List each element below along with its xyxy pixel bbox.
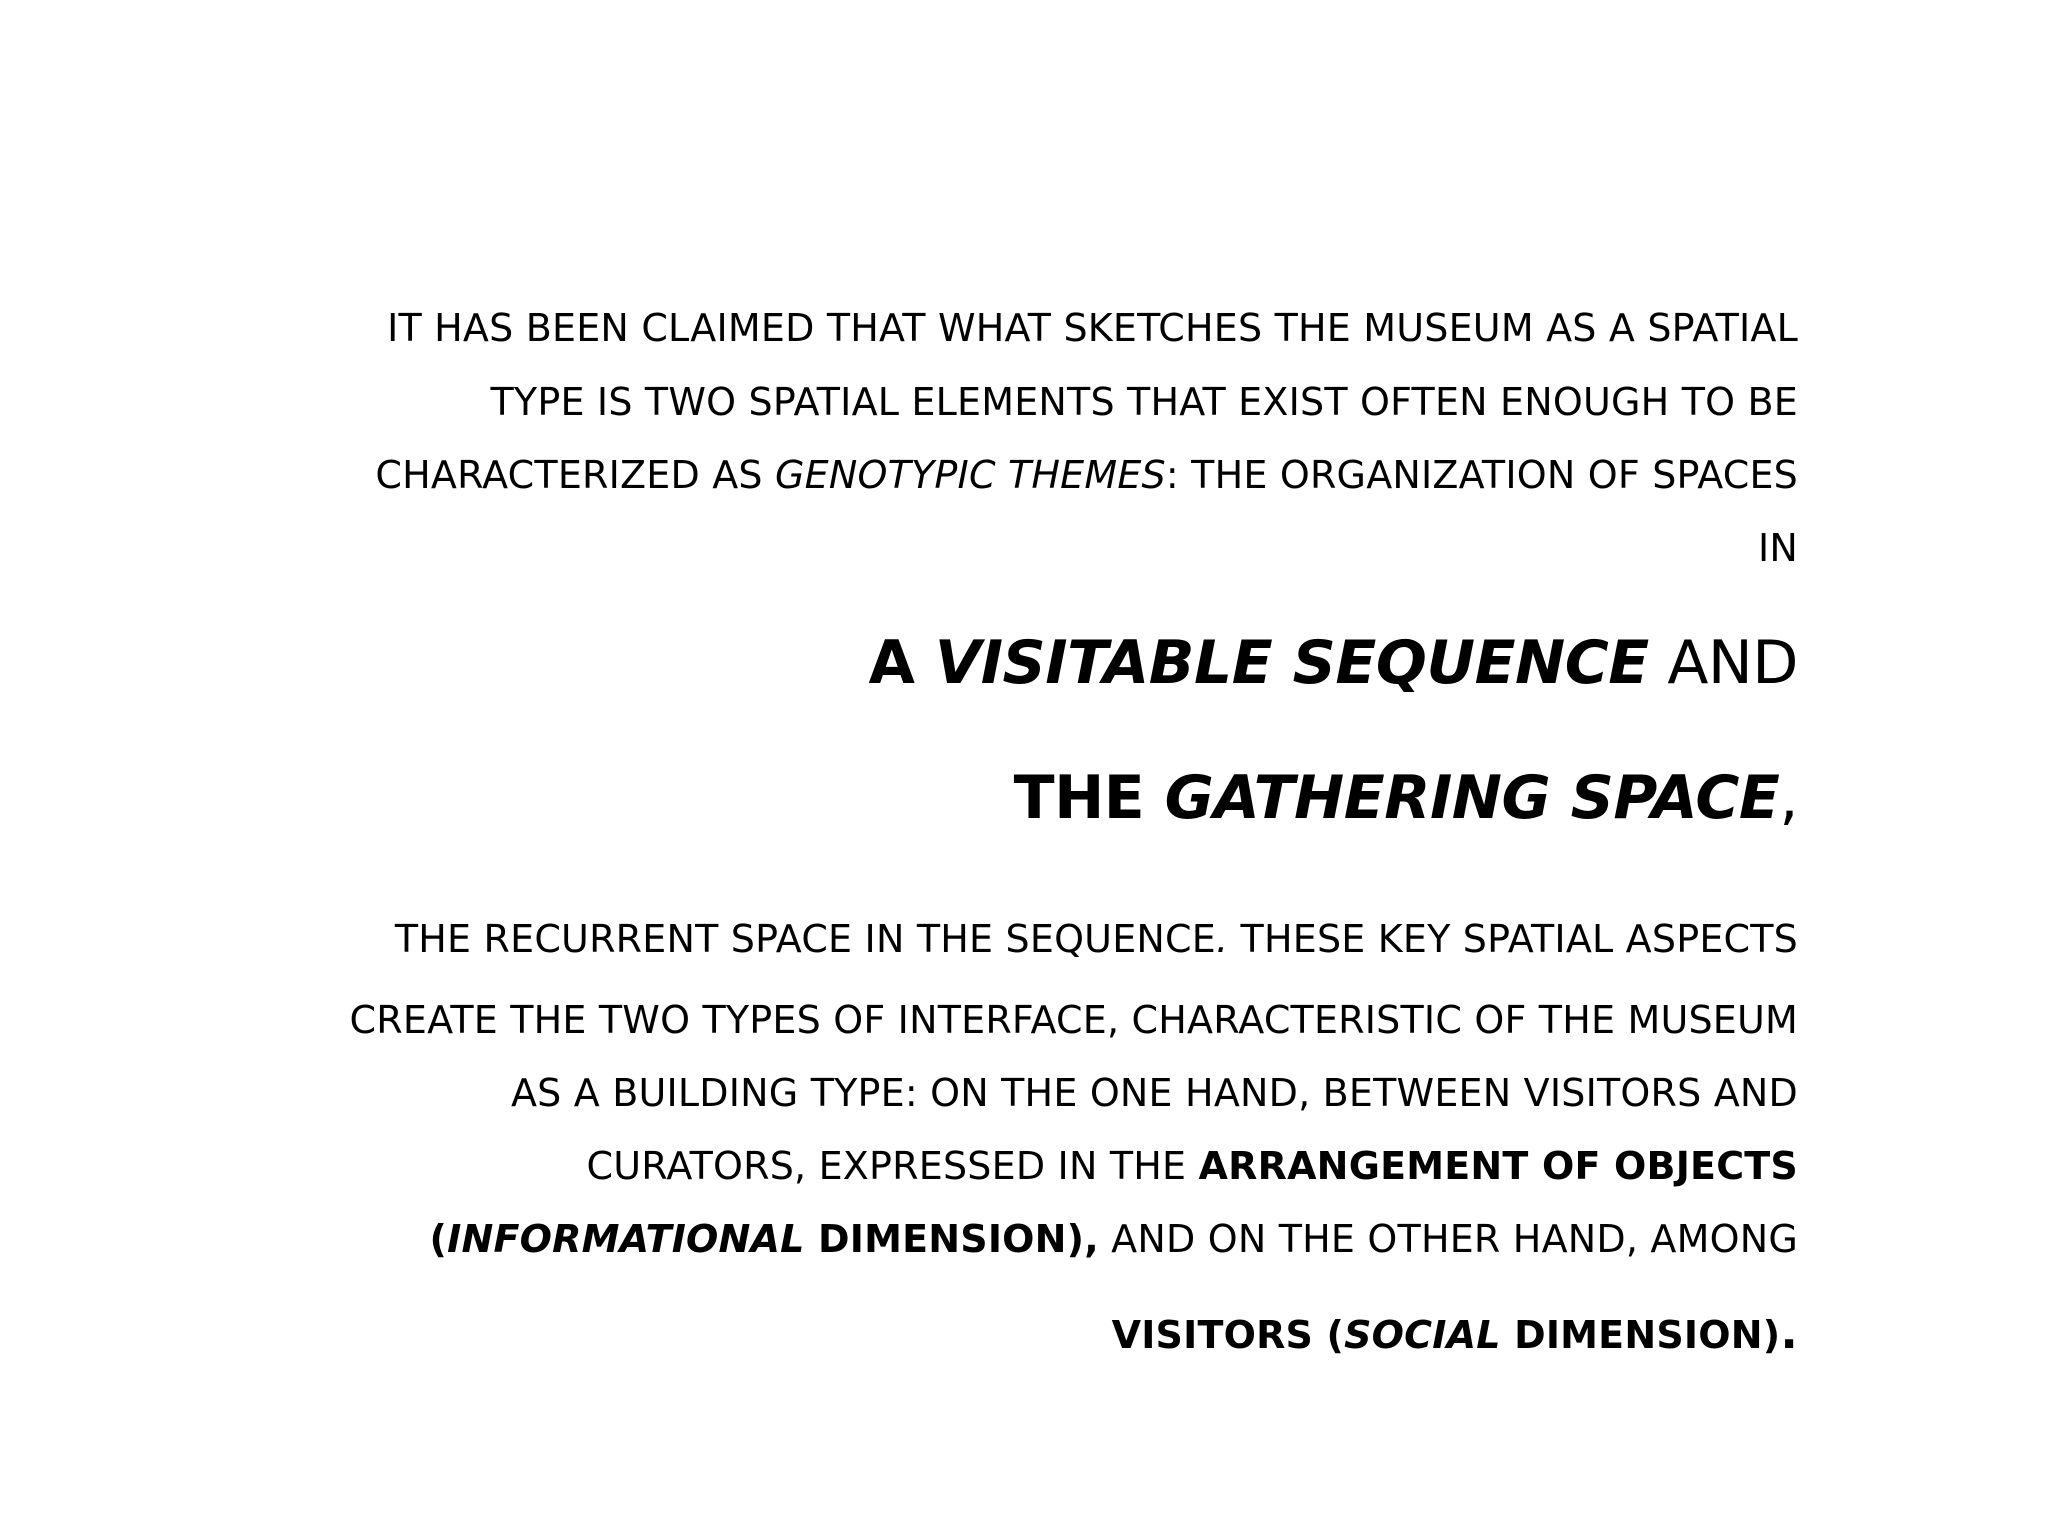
heading-line1-and: AND — [1648, 628, 1798, 698]
paragraph2-line5-open: ( — [429, 1217, 448, 1261]
paragraph2-line1-tail: THESE KEY SPATIAL ASPECTS — [1228, 917, 1798, 961]
gathering-space-emphasis: GATHERING SPACE — [1164, 763, 1780, 833]
paragraph1-line2-text: TYPE IS TWO SPATIAL ELEMENTS THAT EXIST OFTEN ENOUGH TO BE — [490, 380, 1798, 424]
paragraph2-line5-tail: AND ON THE OTHER HAND, AMONG — [1098, 1217, 1798, 1261]
paragraph2-line5-dimension: DIMENSION), — [804, 1217, 1099, 1261]
paragraph2-line2 — [350, 996, 1798, 1044]
paragraph1-line4-text: IN — [1757, 526, 1798, 570]
paragraph1-line3 — [375, 451, 1798, 499]
paragraph1-line1-text: IT HAS BEEN CLAIMED THAT WHAT SKETCHES THE MUSEUM AS A SPATIAL — [387, 306, 1798, 350]
paragraph2-line2-text: CREATE THE TWO TYPES OF INTERFACE, CHARACTERISTIC OF THE MUSEUM — [349, 998, 1798, 1042]
paragraph2-line6-dimension: DIMENSION) — [1500, 1313, 1781, 1357]
paragraph2-line1-text: THE RECURRENT SPACE IN THE SEQUENCE — [394, 917, 1216, 961]
genotypic-themes-emphasis: GENOTYPIC THEMES — [775, 453, 1166, 497]
paragraph1-line4 — [1758, 524, 1798, 572]
paragraph2-line6 — [1111, 1305, 1798, 1359]
paragraph2-line4-text: CURATORS, EXPRESSED IN THE — [586, 1144, 1199, 1188]
heading-line2-the: THE — [1013, 763, 1165, 833]
paragraph2-line1-period: . — [1215, 917, 1229, 961]
arrangement-of-objects-emphasis: ARRANGEMENT OF OBJECTS — [1198, 1144, 1798, 1188]
social-emphasis: SOCIAL — [1344, 1313, 1501, 1357]
informational-emphasis: INFORMATIONAL — [447, 1217, 805, 1261]
paragraph2-line3-text: AS A BUILDING TYPE: ON THE ONE HAND, BETWEEN VISITORS AND — [510, 1071, 1798, 1115]
paragraph2-line4 — [587, 1142, 1798, 1190]
visitable-sequence-emphasis: VISITABLE SEQUENCE — [934, 628, 1649, 698]
paragraph2-line6-period: . — [1780, 1305, 1798, 1359]
heading-line1-a: A — [868, 628, 935, 698]
paragraph2-line3 — [511, 1069, 1798, 1117]
paragraph2-line6-visitors: VISITORS ( — [1111, 1313, 1345, 1357]
paragraph1-line3-text: CHARACTERIZED AS — [375, 453, 776, 497]
paragraph1-line2 — [491, 378, 1799, 426]
paragraph1-line3-tail: : THE ORGANIZATION OF SPACES — [1165, 453, 1798, 497]
paragraph1-line1 — [387, 304, 1798, 352]
heading-line1 — [868, 627, 1798, 699]
paragraph2-line1 — [395, 915, 1798, 963]
heading-line2-comma: , — [1779, 763, 1798, 833]
paragraph2-line5 — [430, 1215, 1798, 1263]
heading-line2 — [1014, 762, 1798, 834]
